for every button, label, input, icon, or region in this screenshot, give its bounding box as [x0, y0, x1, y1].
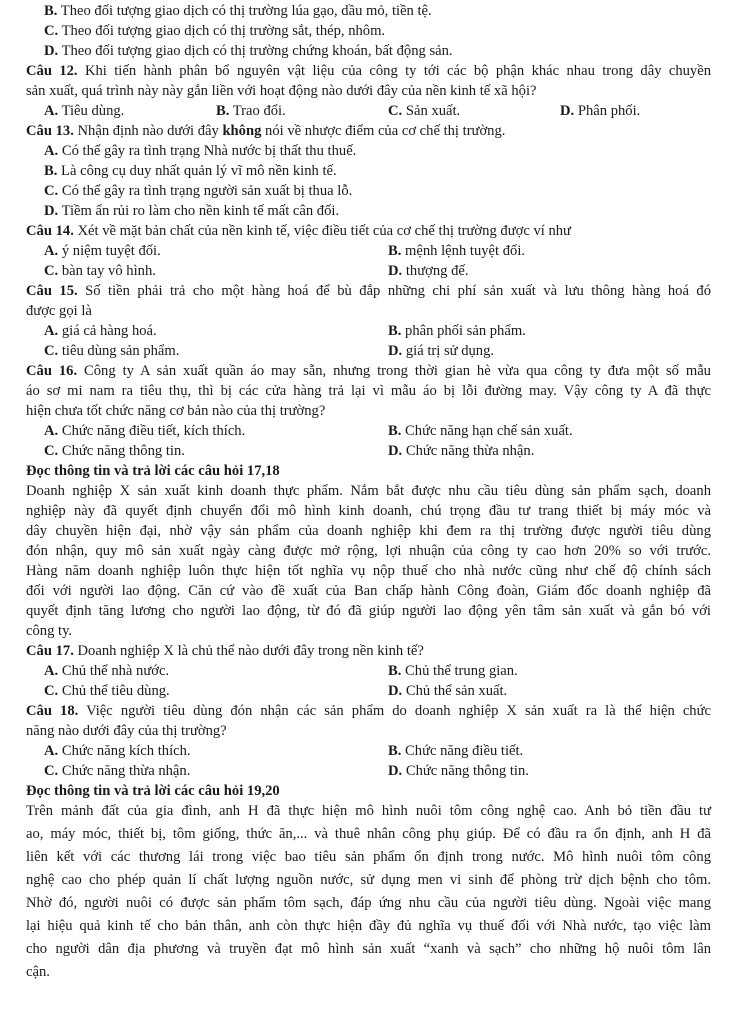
q15-option-c: C. tiêu dùng sản phẩm. [44, 343, 180, 359]
q14-option-d: D. thượng đế. [388, 263, 469, 279]
q16-option-d: D. Chức năng thừa nhận. [388, 443, 535, 459]
question-17-stem: Câu 17. Doanh nghiệp X là chủ thể nào dưới đây trong nền kinh tế? [26, 643, 424, 659]
q14-option-c: C. bàn tay vô hình. [44, 263, 156, 279]
q12-option-a: A. Tiêu dùng. [44, 103, 125, 119]
q14-option-a: A. ý niệm tuyệt đối. [44, 243, 161, 259]
passage-line: đón nhận, quy mô sản xuất ngày càng được mở rộng, lợi nhuận của công ty cao hơn 20% so với trước. [26, 543, 711, 559]
passage-line: Hàng năm doanh nghiệp luôn thực hiện tốt nghĩa vụ nộp thuế cho nhà nước cũng như chế độ chính sách [26, 563, 711, 579]
q12-option-c: C. Sản xuất. [388, 103, 461, 119]
question-16-stem-cont-2: hiện chưa tốt chức năng cơ bản nào của thị trường? [26, 403, 326, 419]
question-16-stem-cont: áo sơ mi nam ra tiêu thụ, thì bị các cửa hàng trả lại vì mẫu áo bị lỗi đường may. Vậy công ty A đã thực [26, 383, 711, 399]
passage-line: Nhờ đó, người nuôi có được sản phẩm tôm sạch, đáp ứng nhu cầu của người tiêu dùng. Ngoài việc mang [26, 895, 711, 911]
option-b: B. Theo đối tượng giao dịch có thị trường lúa gạo, dầu mỏ, tiền tệ. [44, 3, 432, 19]
q13-option-d: D. Tiềm ẩn rủi ro làm cho nền kinh tế mất cân đối. [44, 203, 340, 219]
q15-option-b: B. phân phối sản phẩm. [388, 323, 526, 339]
q17-option-b: B. Chủ thể trung gian. [388, 663, 518, 679]
question-16-stem: Câu 16. Công ty A sản xuất quần áo may sẵn, nhưng trong thời gian hè vừa qua công ty đưa một số mẫu [26, 363, 711, 379]
q17-option-a: A. Chủ thể nhà nước. [44, 663, 170, 679]
section-17-18-heading: Đọc thông tin và trả lời các câu hỏi 17,18 [26, 463, 280, 479]
option-d: D. Theo đối tượng giao dịch có thị trường chứng khoán, bất động sản. [44, 43, 453, 59]
q18-option-d: D. Chức năng thông tin. [388, 763, 529, 779]
question-18-stem: Câu 18. Việc người tiêu dùng đón nhận các sản phẩm do doanh nghiệp X sản xuất ra là thể hiện chức [26, 703, 711, 719]
q15-option-d: D. giá trị sử dụng. [388, 343, 495, 359]
q16-option-b: B. Chức năng hạn chế sản xuất. [388, 423, 573, 439]
q13-option-b: B. Là công cụ duy nhất quản lý vĩ mô nền kinh tế. [44, 163, 337, 179]
passage-line: quyết định tăng lương cho người lao động, từ đó đã giúp người lao động yên tâm sản xuất và gắn bó với [26, 603, 711, 619]
q18-option-a: A. Chức năng kích thích. [44, 743, 191, 759]
q17-option-d: D. Chủ thể sản xuất. [388, 683, 508, 699]
q16-option-a: A. Chức năng điều tiết, kích thích. [44, 423, 246, 439]
passage-line: nghiệp này đã quyết định chuyển đổi mô hình kinh doanh, chú trọng đầu tư trang thiết bị máy móc và [26, 503, 711, 519]
passage-line: dây chuyền hiện đại, nhờ vậy sản phẩm của doanh nghiệp khi đem ra thị trường được người tiêu dùng [26, 523, 711, 539]
option-c: C. Theo đối tượng giao dịch có thị trường sắt, thép, nhôm. [44, 23, 386, 39]
q13-option-c: C. Có thể gây ra tình trạng người sản xuất bị thua lỗ. [44, 183, 353, 199]
passage-line: liên kết với các thương lái trong việc bao tiêu sản phẩm ổn định trong nước. Mô hình nuôi tôm công [26, 849, 711, 865]
passage-line: Trên mảnh đất của gia đình, anh H đã thực hiện mô hình nuôi tôm công nghệ cao. Anh bỏ tiền đầu tư [26, 803, 711, 819]
question-18-stem-cont: năng nào dưới đây của thị trường? [26, 723, 227, 739]
question-13-stem: Câu 13. Nhận định nào dưới đây không nói về nhược điểm của cơ chế thị trường. [26, 123, 506, 139]
passage-line: công ty. [26, 623, 73, 639]
section-19-20-heading: Đọc thông tin và trả lời các câu hỏi 19,20 [26, 783, 280, 799]
q12-option-b: B. Trao đổi. [216, 103, 286, 119]
passage-line: nghệ cao cho phép quản lí chất lượng nguồn nước, sử dụng men vi sinh để phòng trừ dịch bệnh cho tôm. [26, 872, 711, 888]
q18-option-b: B. Chức năng điều tiết. [388, 743, 524, 759]
question-12-stem-cont: sản xuất, quá trình này này gắn liền với hoạt động nào dưới đây của nền kinh tế xã hội? [26, 83, 537, 99]
passage-line: đối với người lao động. Căn cứ vào đề xuất của Ban chấp hành Công đoàn, Giám đốc doanh nghiệp đã [26, 583, 711, 599]
q13-option-a: A. Có thể gây ra tình trạng Nhà nước bị thất thu thuế. [44, 143, 357, 159]
q15-option-a: A. giá cả hàng hoá. [44, 323, 157, 339]
passage-line: lại hiệu quả kinh tế cho bản thân, anh còn thực hiện đầy đủ nghĩa vụ thuế đối với Nhà nước, tạo việc làm [26, 918, 711, 934]
question-15-stem: Câu 15. Số tiền phải trả cho một hàng hoá để bù đắp những chi phí sản xuất và lưu thông hàng hoá đó [26, 283, 711, 299]
q17-option-c: C. Chủ thể tiêu dùng. [44, 683, 170, 699]
question-14-stem: Câu 14. Xét về mặt bản chất của nền kinh tế, việc điều tiết của cơ chế thị trường được ví như [26, 223, 571, 239]
passage-line: ao, máy móc, thiết bị, tôm giống, thức ăn,... và thuê nhân công phụ giúp. Để có đầu ra ổn định, anh H đã [26, 826, 711, 842]
q18-option-c: C. Chức năng thừa nhận. [44, 763, 191, 779]
passage-line: cho người dân địa phương và truyền đạt mô hình sản xuất “xanh và sạch” cho những hộ nuôi tôm lân [26, 941, 711, 957]
question-12-stem: Câu 12. Khi tiến hành phân bổ nguyên vật liệu của công ty tới các bộ phận khác nhau trong dây chuyền [26, 63, 712, 79]
q12-option-d: D. Phân phối. [560, 103, 641, 119]
passage-line: Doanh nghiệp X sản xuất kinh doanh thực phẩm. Nắm bắt được nhu cầu tiêu dùng sản phẩm sạch, doanh [26, 483, 711, 499]
question-15-stem-cont: được gọi là [26, 303, 92, 319]
q14-option-b: B. mệnh lệnh tuyệt đối. [388, 243, 526, 259]
q16-option-c: C. Chức năng thông tin. [44, 443, 185, 459]
passage-line: cận. [26, 964, 50, 980]
